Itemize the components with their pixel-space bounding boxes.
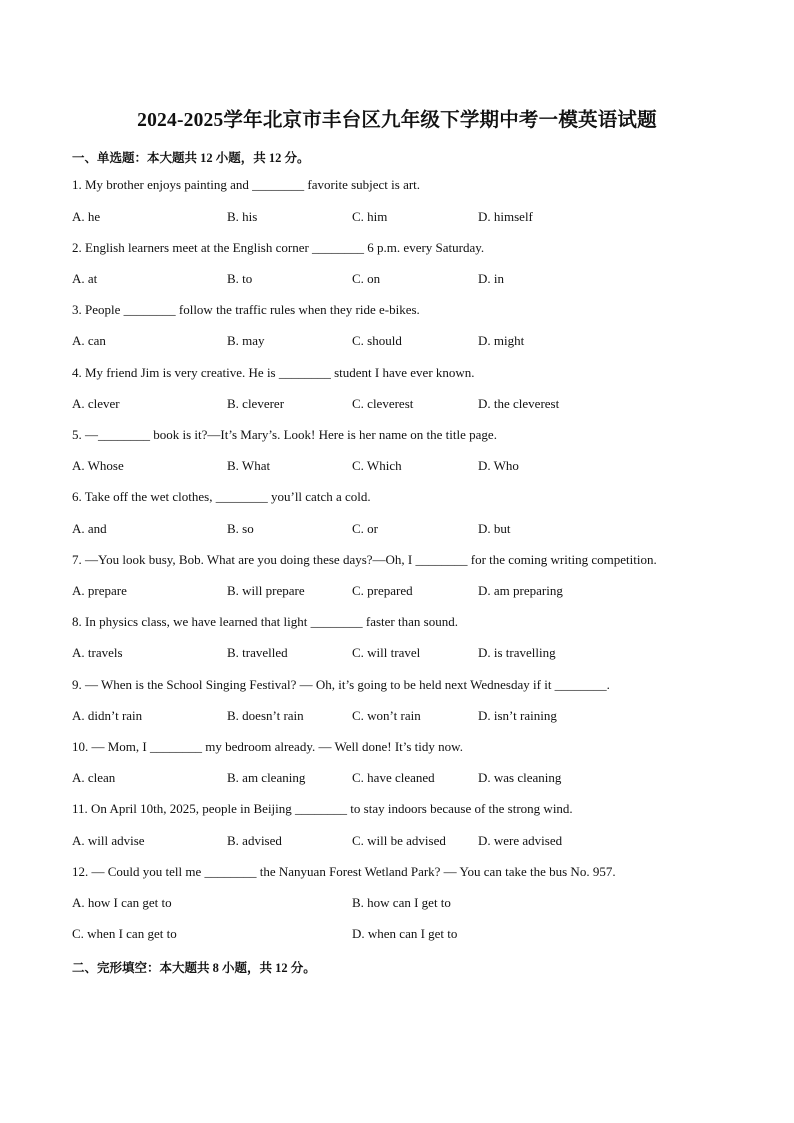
option-b: B. how can I get to bbox=[352, 895, 451, 910]
section-heading-cloze: 二、完形填空：本大题共 8 小题，共 12 分。 bbox=[72, 961, 316, 975]
option-a: A. will advise bbox=[72, 833, 145, 848]
option-b: B. doesn’t rain bbox=[227, 708, 304, 723]
option-c: C. won’t rain bbox=[352, 708, 421, 723]
question-text: 1. My brother enjoys painting and ________ favorite subject is art. bbox=[72, 177, 421, 192]
option-c: C. or bbox=[352, 521, 378, 536]
option-row bbox=[72, 583, 722, 601]
option-c: C. when I can get to bbox=[72, 926, 177, 941]
option-d: D. Who bbox=[478, 458, 519, 473]
option-c: C. have cleaned bbox=[352, 770, 435, 785]
option-d: D. the cleverest bbox=[478, 396, 560, 411]
option-c: C. will travel bbox=[352, 645, 421, 660]
option-d: D. but bbox=[478, 521, 511, 536]
option-c: C. should bbox=[352, 333, 402, 348]
question-text: 3. People ________ follow the traffic rules when they ride e-bikes. bbox=[72, 302, 420, 317]
option-b: B. What bbox=[227, 458, 271, 473]
option-d: D. when can I get to bbox=[352, 926, 458, 941]
section-heading-single-choice: 一、单选题：本大题共 12 小题，共 12 分。 bbox=[72, 151, 310, 165]
option-a: A. and bbox=[72, 521, 107, 536]
option-b: B. travelled bbox=[227, 645, 288, 660]
option-d: D. am preparing bbox=[478, 583, 563, 598]
option-d: D. was cleaning bbox=[478, 770, 562, 785]
question-text: 7. —You look busy, Bob. What are you doing these days?—Oh, I ________ for the coming writing competition. bbox=[72, 552, 657, 567]
question-text: 4. My friend Jim is very creative. He is ________ student I have ever known. bbox=[72, 365, 475, 380]
option-d: D. is travelling bbox=[478, 645, 556, 660]
option-b: B. his bbox=[227, 209, 258, 224]
option-row bbox=[72, 333, 722, 351]
page-title: 2024-2025学年北京市丰台区九年级下学期中考一模英语试题 bbox=[137, 110, 657, 131]
option-d: D. himself bbox=[478, 209, 533, 224]
option-c: C. cleverest bbox=[352, 396, 414, 411]
option-a: A. prepare bbox=[72, 583, 127, 598]
option-row bbox=[72, 458, 722, 476]
option-row bbox=[72, 271, 722, 289]
question-text: 10. — Mom, I ________ my bedroom already. — Well done! It’s tidy now. bbox=[72, 739, 463, 754]
option-b: B. cleverer bbox=[227, 396, 285, 411]
question-text: 11. On April 10th, 2025, people in Beijing ________ to stay indoors because of the strong wind. bbox=[72, 801, 573, 816]
option-row bbox=[72, 770, 722, 788]
option-a: A. he bbox=[72, 209, 101, 224]
option-b: B. am cleaning bbox=[227, 770, 306, 785]
option-b: B. to bbox=[227, 271, 253, 286]
question-text: 2. English learners meet at the English corner ________ 6 p.m. every Saturday. bbox=[72, 240, 485, 255]
option-row bbox=[72, 645, 722, 663]
option-row bbox=[72, 396, 722, 414]
option-row bbox=[72, 895, 722, 913]
option-a: A. Whose bbox=[72, 458, 124, 473]
option-d: D. were advised bbox=[478, 833, 563, 848]
option-row bbox=[72, 521, 722, 539]
option-b: B. advised bbox=[227, 833, 282, 848]
option-c: C. on bbox=[352, 271, 381, 286]
option-a: A. clean bbox=[72, 770, 116, 785]
option-d: D. isn’t raining bbox=[478, 708, 557, 723]
option-b: B. so bbox=[227, 521, 254, 536]
option-b: B. may bbox=[227, 333, 265, 348]
option-row bbox=[72, 833, 722, 851]
option-d: D. might bbox=[478, 333, 525, 348]
option-a: A. can bbox=[72, 333, 106, 348]
option-b: B. will prepare bbox=[227, 583, 305, 598]
option-row bbox=[72, 708, 722, 726]
option-a: A. at bbox=[72, 271, 98, 286]
option-c: C. prepared bbox=[352, 583, 413, 598]
question-text: 12. — Could you tell me ________ the Nanyuan Forest Wetland Park? — You can take the bus No. 957. bbox=[72, 864, 616, 879]
question-text: 6. Take off the wet clothes, ________ you’ll catch a cold. bbox=[72, 489, 371, 504]
question-text: 8. In physics class, we have learned that light ________ faster than sound. bbox=[72, 614, 458, 629]
option-row bbox=[72, 926, 722, 944]
option-a: A. travels bbox=[72, 645, 123, 660]
option-a: A. didn’t rain bbox=[72, 708, 143, 723]
question-text: 5. —________ book is it?—It’s Mary’s. Look! Here is her name on the title page. bbox=[72, 427, 497, 442]
option-a: A. clever bbox=[72, 396, 120, 411]
option-c: C. will be advised bbox=[352, 833, 446, 848]
question-text: 9. — When is the School Singing Festival? — Oh, it’s going to be held next Wednesday if it ________. bbox=[72, 677, 610, 692]
option-c: C. Which bbox=[352, 458, 402, 473]
option-row bbox=[72, 209, 722, 227]
option-c: C. him bbox=[352, 209, 388, 224]
option-d: D. in bbox=[478, 271, 504, 286]
option-a: A. how I can get to bbox=[72, 895, 172, 910]
